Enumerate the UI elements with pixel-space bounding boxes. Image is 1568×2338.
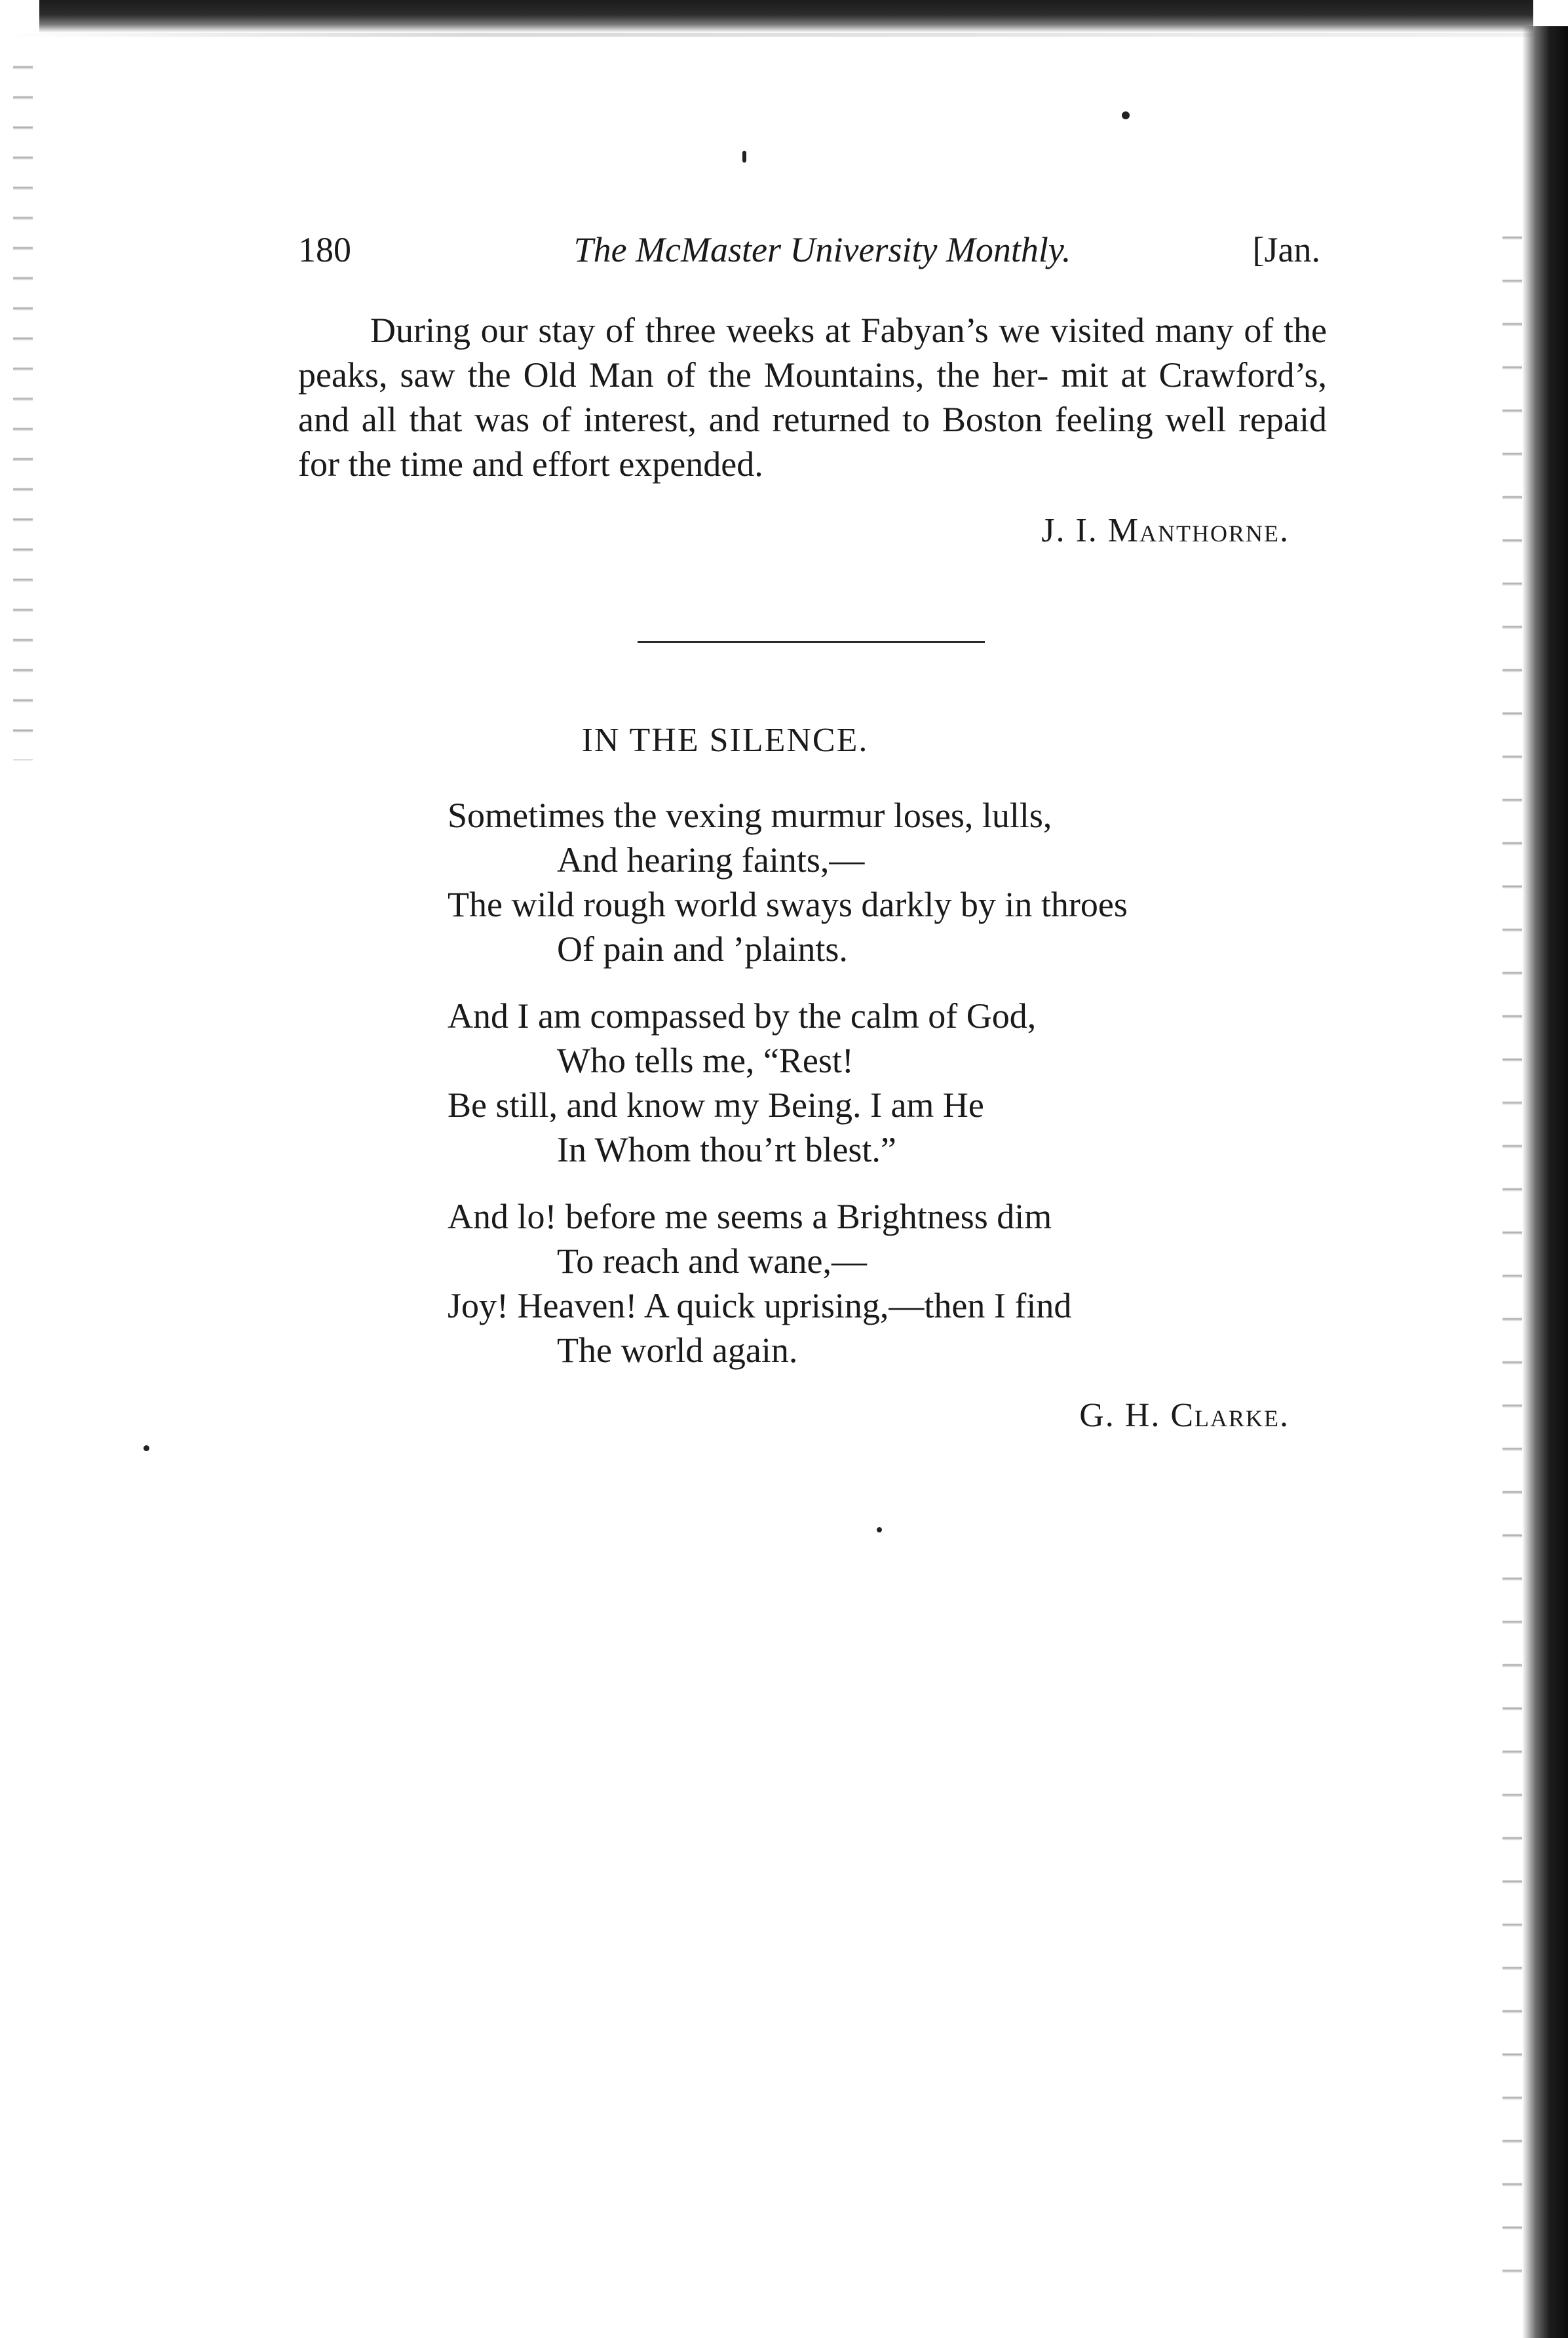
scan-left-specks [13, 39, 33, 760]
article-author-initials: J. I. [1041, 512, 1098, 549]
poem-stanza [448, 1194, 1299, 1373]
article-closing [298, 308, 1327, 486]
poem-line: And hearing faints,— [557, 840, 865, 880]
page-header [298, 229, 1320, 282]
poem-line: Of pain and ’plaints. [557, 929, 848, 969]
poem-line: And I am compassed by the calm of God, [448, 996, 1037, 1036]
scan-top-edge [39, 0, 1533, 33]
poem-line: Joy! Heaven! A quick uprising,—then I find [448, 1286, 1072, 1325]
speck [1122, 111, 1130, 119]
scan-right-edge [1522, 26, 1568, 2338]
article-paragraph: During our stay of three weeks at Fabyan’s we visited many of the peaks, saw the Old Man of the Mountains, the her- mit at Crawford’s, and all that was of interest, and returned to Boston feeling well repaid for the time and effort expended. [298, 311, 1327, 484]
article-author-surname: Manthorne. [1107, 512, 1290, 549]
speck [877, 1527, 882, 1532]
page-number: 180 [298, 230, 351, 269]
poem-author-initials: G. H. [1079, 1397, 1161, 1434]
poem-line: The world again. [557, 1331, 798, 1370]
poem-line: To reach and wane,— [557, 1241, 868, 1281]
poem-title [0, 721, 1568, 760]
speck [143, 1445, 149, 1451]
poem [448, 793, 1299, 1395]
poem-title-text: IN THE SILENCE. [581, 722, 869, 759]
poem-stanza [448, 994, 1299, 1172]
section-divider [638, 641, 985, 643]
poem-line: The wild rough world sways darkly by in throes [448, 885, 1128, 924]
journal-title: The McMaster University Monthly. [573, 230, 1071, 269]
poem-line: And lo! before me seems a Brightness dim [448, 1197, 1052, 1236]
speck [742, 151, 746, 163]
article-signature [1041, 511, 1290, 550]
issue-month: [Jan. [1252, 230, 1320, 269]
poem-author-surname: Clarke. [1170, 1397, 1290, 1434]
poem-line: Who tells me, “Rest! [557, 1041, 854, 1080]
poem-signature [1079, 1396, 1290, 1435]
poem-line: In Whom thou’rt blest.” [557, 1130, 896, 1169]
poem-stanza [448, 793, 1299, 971]
scan-right-specks [1502, 197, 1522, 2294]
poem-line: Sometimes the vexing murmur loses, lulls, [448, 796, 1052, 835]
scan-top-shadow [0, 33, 1568, 37]
poem-line: Be still, and know my Being. I am He [448, 1085, 984, 1125]
